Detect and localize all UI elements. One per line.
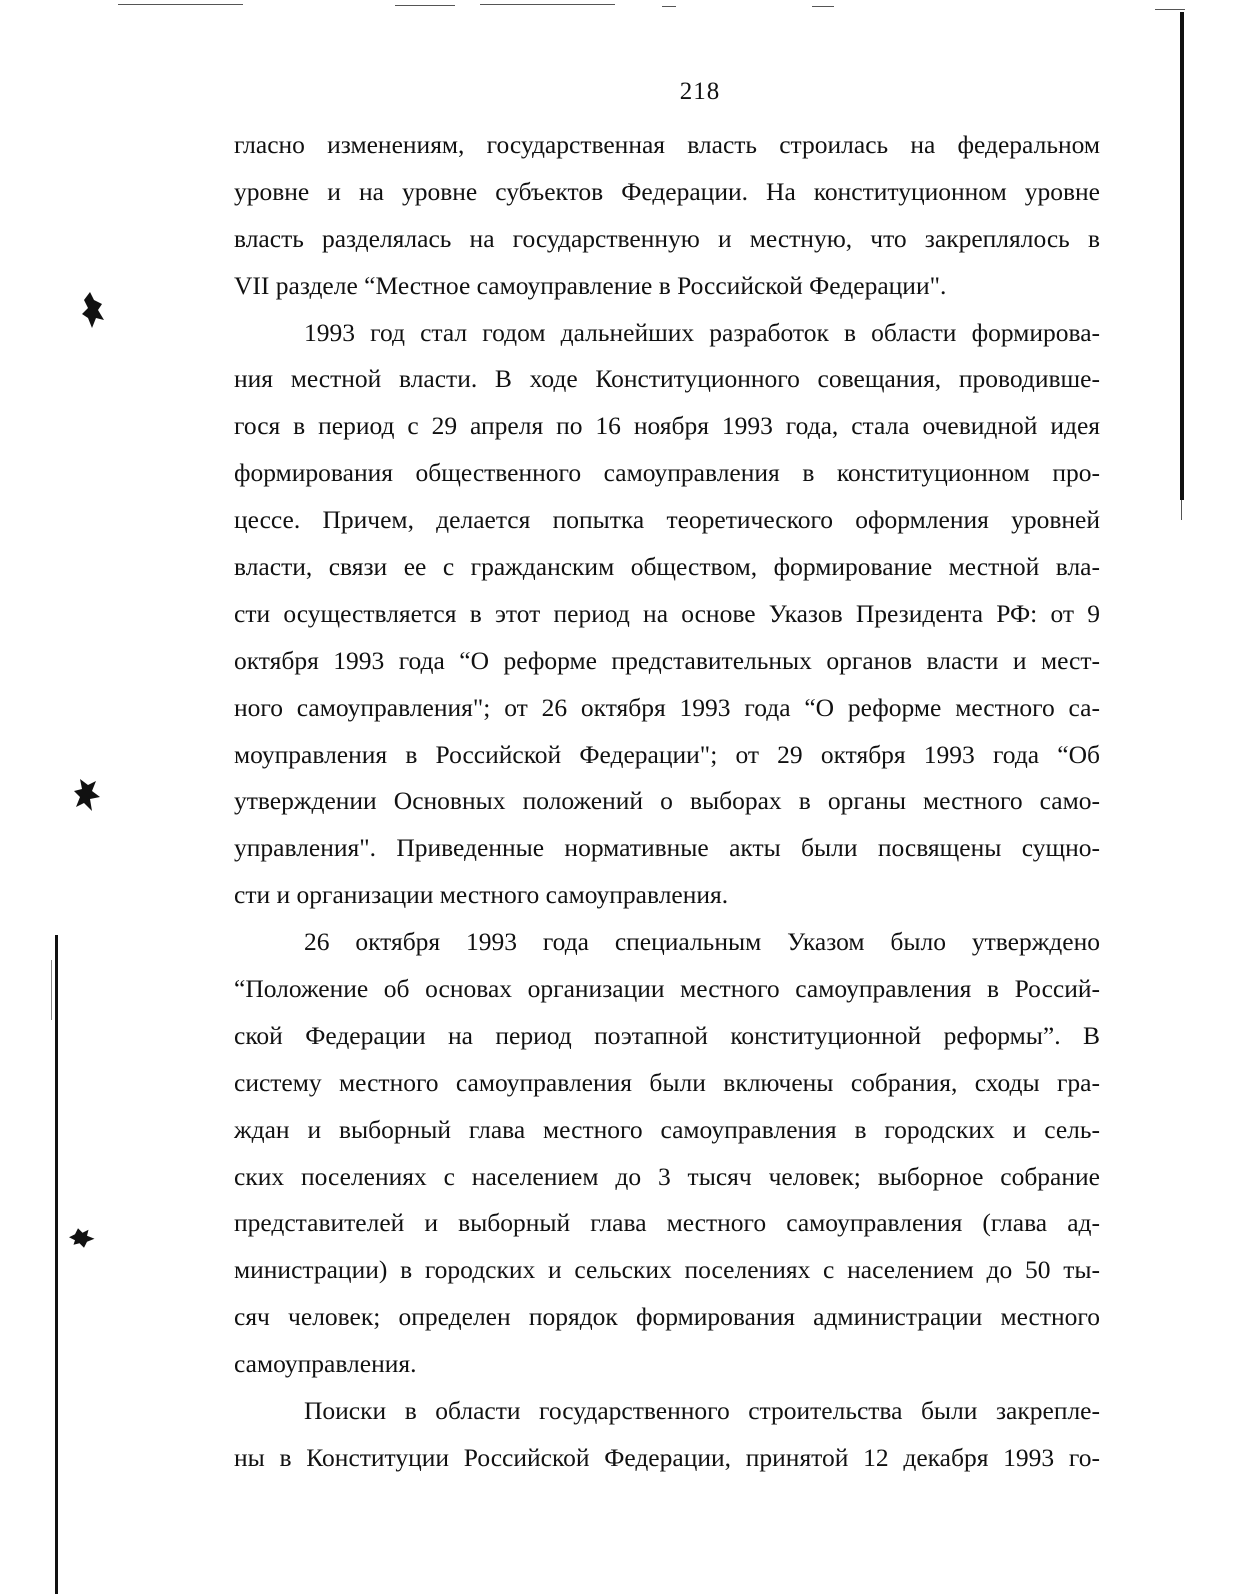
- text-line: Поиски в области государственного строительства были закрепле-: [304, 1396, 1100, 1426]
- text-line: цессе. Причем, делается попытка теоретического оформления уровней: [234, 505, 1100, 535]
- text-line: утверждении Основных положений о выборах в органы местного само-: [234, 786, 1100, 816]
- text-line: ния местной власти. В ходе Конституционного совещания, проводивше-: [234, 364, 1100, 394]
- text-line: управления". Приведенные нормативные акты были посвящены сущно-: [234, 833, 1100, 863]
- text-line: 26 октября 1993 года специальным Указом было утверждено: [304, 927, 1100, 957]
- scan-margin-tick-right: [1181, 500, 1182, 520]
- text-line: гласно изменениям, государственная власть строилась на федеральном: [234, 130, 1100, 159]
- text-line: представителей и выборный глава местного самоуправления (глава ад-: [234, 1208, 1100, 1238]
- text-line: уровне и на уровне субъектов Федерации. На конституционном уровне: [234, 176, 1100, 206]
- text-line: власть разделялась на государственную и местную, что закреплялось в: [234, 223, 1100, 253]
- text-line: ской Федерации на период поэтапной конституционной реформы”. В: [234, 1020, 1100, 1050]
- text-line: ны в Конституции Российской Федерации, принятой 12 декабря 1993 го-: [234, 1442, 1100, 1472]
- text-line: власти, связи ее с гражданским обществом, формирование местной вла-: [234, 552, 1100, 582]
- text-line: ских поселениях с населением до 3 тысяч человек; выборное собрание: [234, 1161, 1100, 1191]
- binding-hole-mark: [72, 775, 102, 815]
- text-line: VII разделе “Местное самоуправление в Российской Федерации".: [234, 270, 947, 300]
- text-line: систему местного самоуправления были включены собрания, сходы гра-: [234, 1067, 1100, 1097]
- text-line: сти осуществляется в этот период на основе Указов Президента РФ: от 9: [234, 598, 1100, 628]
- scan-edge-artifacts: [0, 0, 1237, 12]
- text-line: гося в период с 29 апреля по 16 ноября 1993 года, стала очевидной идея: [234, 411, 1100, 441]
- text-line: министрации) в городских и сельских поселениях с населением до 50 ты-: [234, 1255, 1100, 1285]
- text-line: 1993 год стал годом дальнейших разработок в области формирова-: [304, 317, 1100, 347]
- text-line: “Положение об основах организации местного самоуправления в Россий-: [234, 974, 1100, 1004]
- text-line: сяч человек; определен порядок формирования администрации местного: [234, 1302, 1100, 1332]
- body-text: [234, 122, 1100, 1482]
- scan-margin-tick-left: [51, 960, 52, 1020]
- binding-hole-mark: [78, 290, 108, 330]
- text-line: моуправления в Российской Федерации"; от 29 октября 1993 года “Об: [234, 739, 1100, 769]
- text-line: ного самоуправления"; от 26 октября 1993 года “О реформе местного са-: [234, 692, 1100, 722]
- scan-margin-bar-left: [55, 935, 58, 1594]
- text-line: октября 1993 года “О реформе представительных органов власти и мест-: [234, 645, 1100, 675]
- text-line: самоуправления.: [234, 1349, 417, 1379]
- page-number: 218: [679, 78, 721, 105]
- text-line: сти и организации местного самоуправления.: [234, 880, 729, 910]
- binding-hole-mark: [66, 1218, 96, 1258]
- text-line: ждан и выборный глава местного самоуправления в городских и сель-: [234, 1114, 1100, 1144]
- text-line: формирования общественного самоуправления в конституционном про-: [234, 458, 1100, 488]
